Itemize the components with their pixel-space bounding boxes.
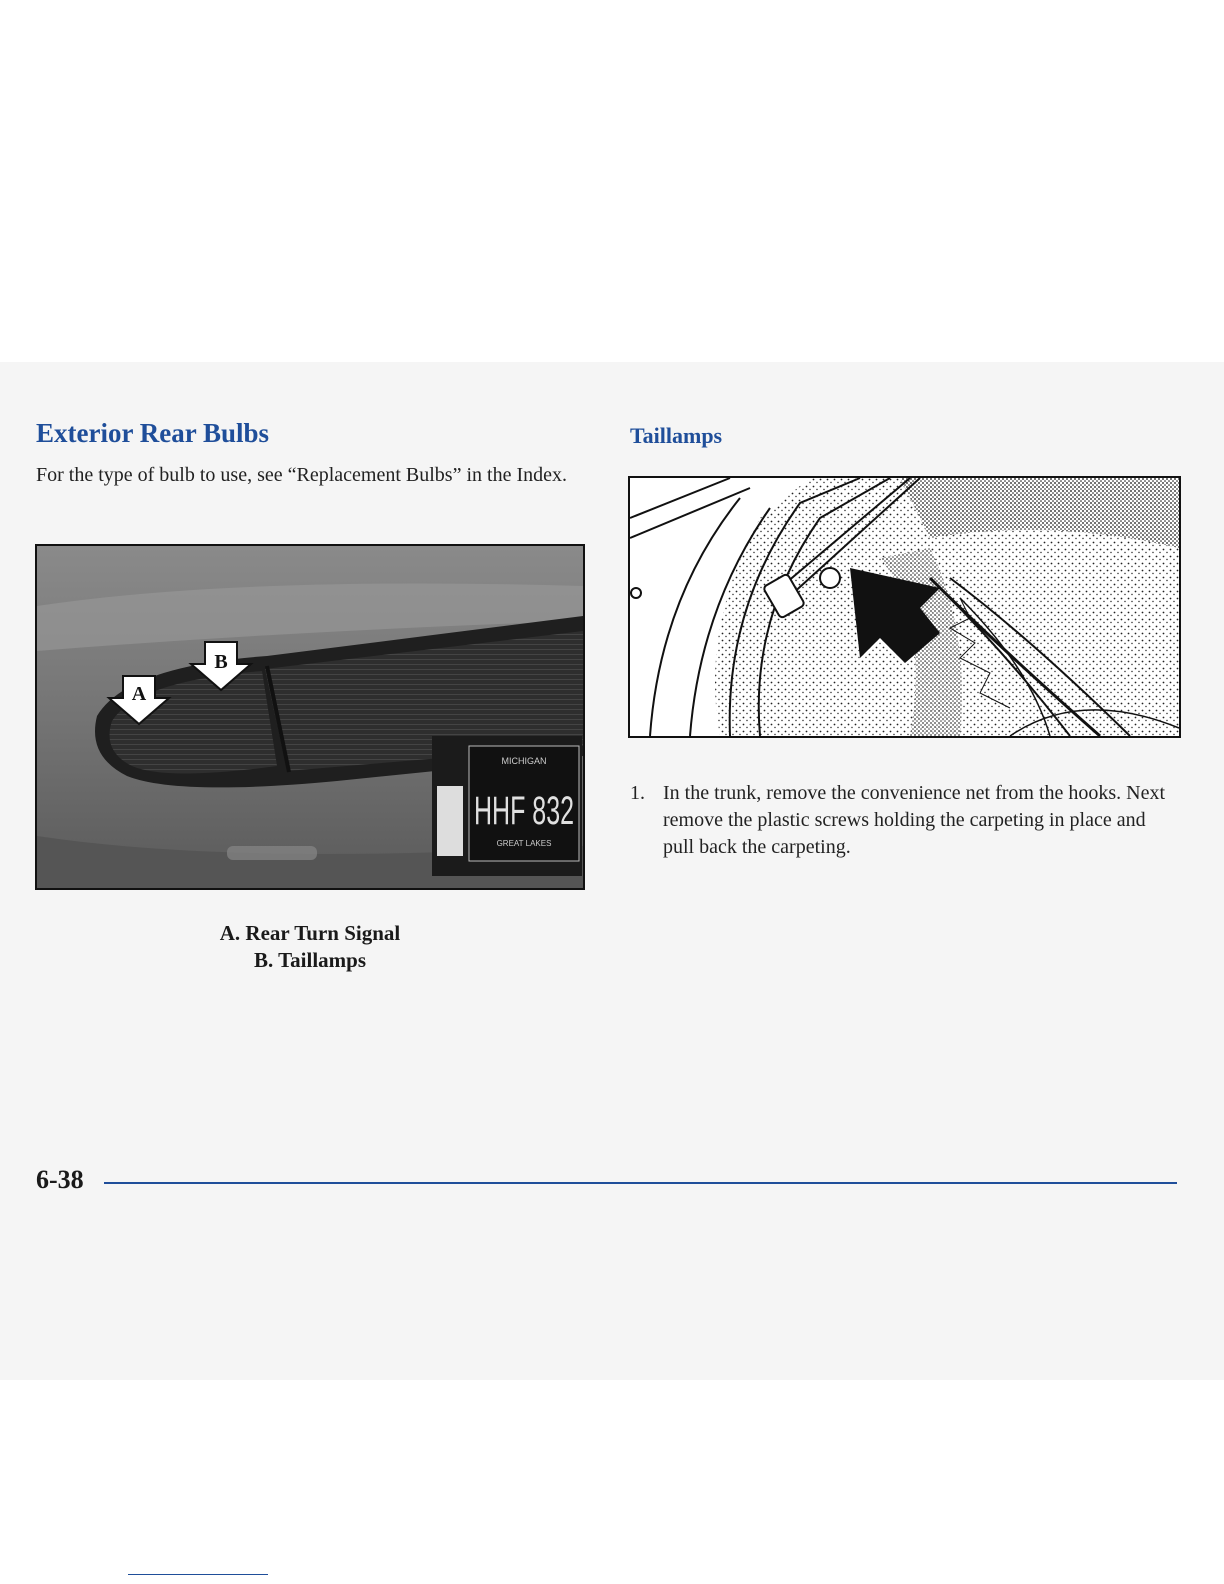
rear-bulbs-photo <box>35 544 585 890</box>
step-text: In the trunk, remove the convenience net from the hooks. Next remove the plastic screws holding the carpeting in place and pull back the carpeting. <box>663 782 1166 858</box>
caption-rear-turn-signal: A. Rear Turn Signal <box>219 921 401 945</box>
plate-state: MICHIGAN <box>501 756 547 766</box>
callout-a-label: A <box>131 683 147 705</box>
plate-number: HHF 832 <box>474 789 574 833</box>
page-number: 6-38 <box>36 1165 84 1194</box>
bottom-rule <box>128 1574 268 1575</box>
caption-taillamps: B. Taillamps <box>253 948 367 972</box>
plate-slogan: GREAT LAKES <box>496 839 552 848</box>
subsection-title: Taillamps <box>630 423 723 448</box>
trunk-diagram <box>628 476 1181 738</box>
step-number: 1. <box>630 782 645 804</box>
section-title: Exterior Rear Bulbs <box>36 418 269 448</box>
footer-rule <box>104 1182 1177 1184</box>
intro-text: For the type of bulb to use, see “Replacement Bulbs” in the Index. <box>36 464 567 486</box>
callout-b-label: B <box>214 651 228 673</box>
